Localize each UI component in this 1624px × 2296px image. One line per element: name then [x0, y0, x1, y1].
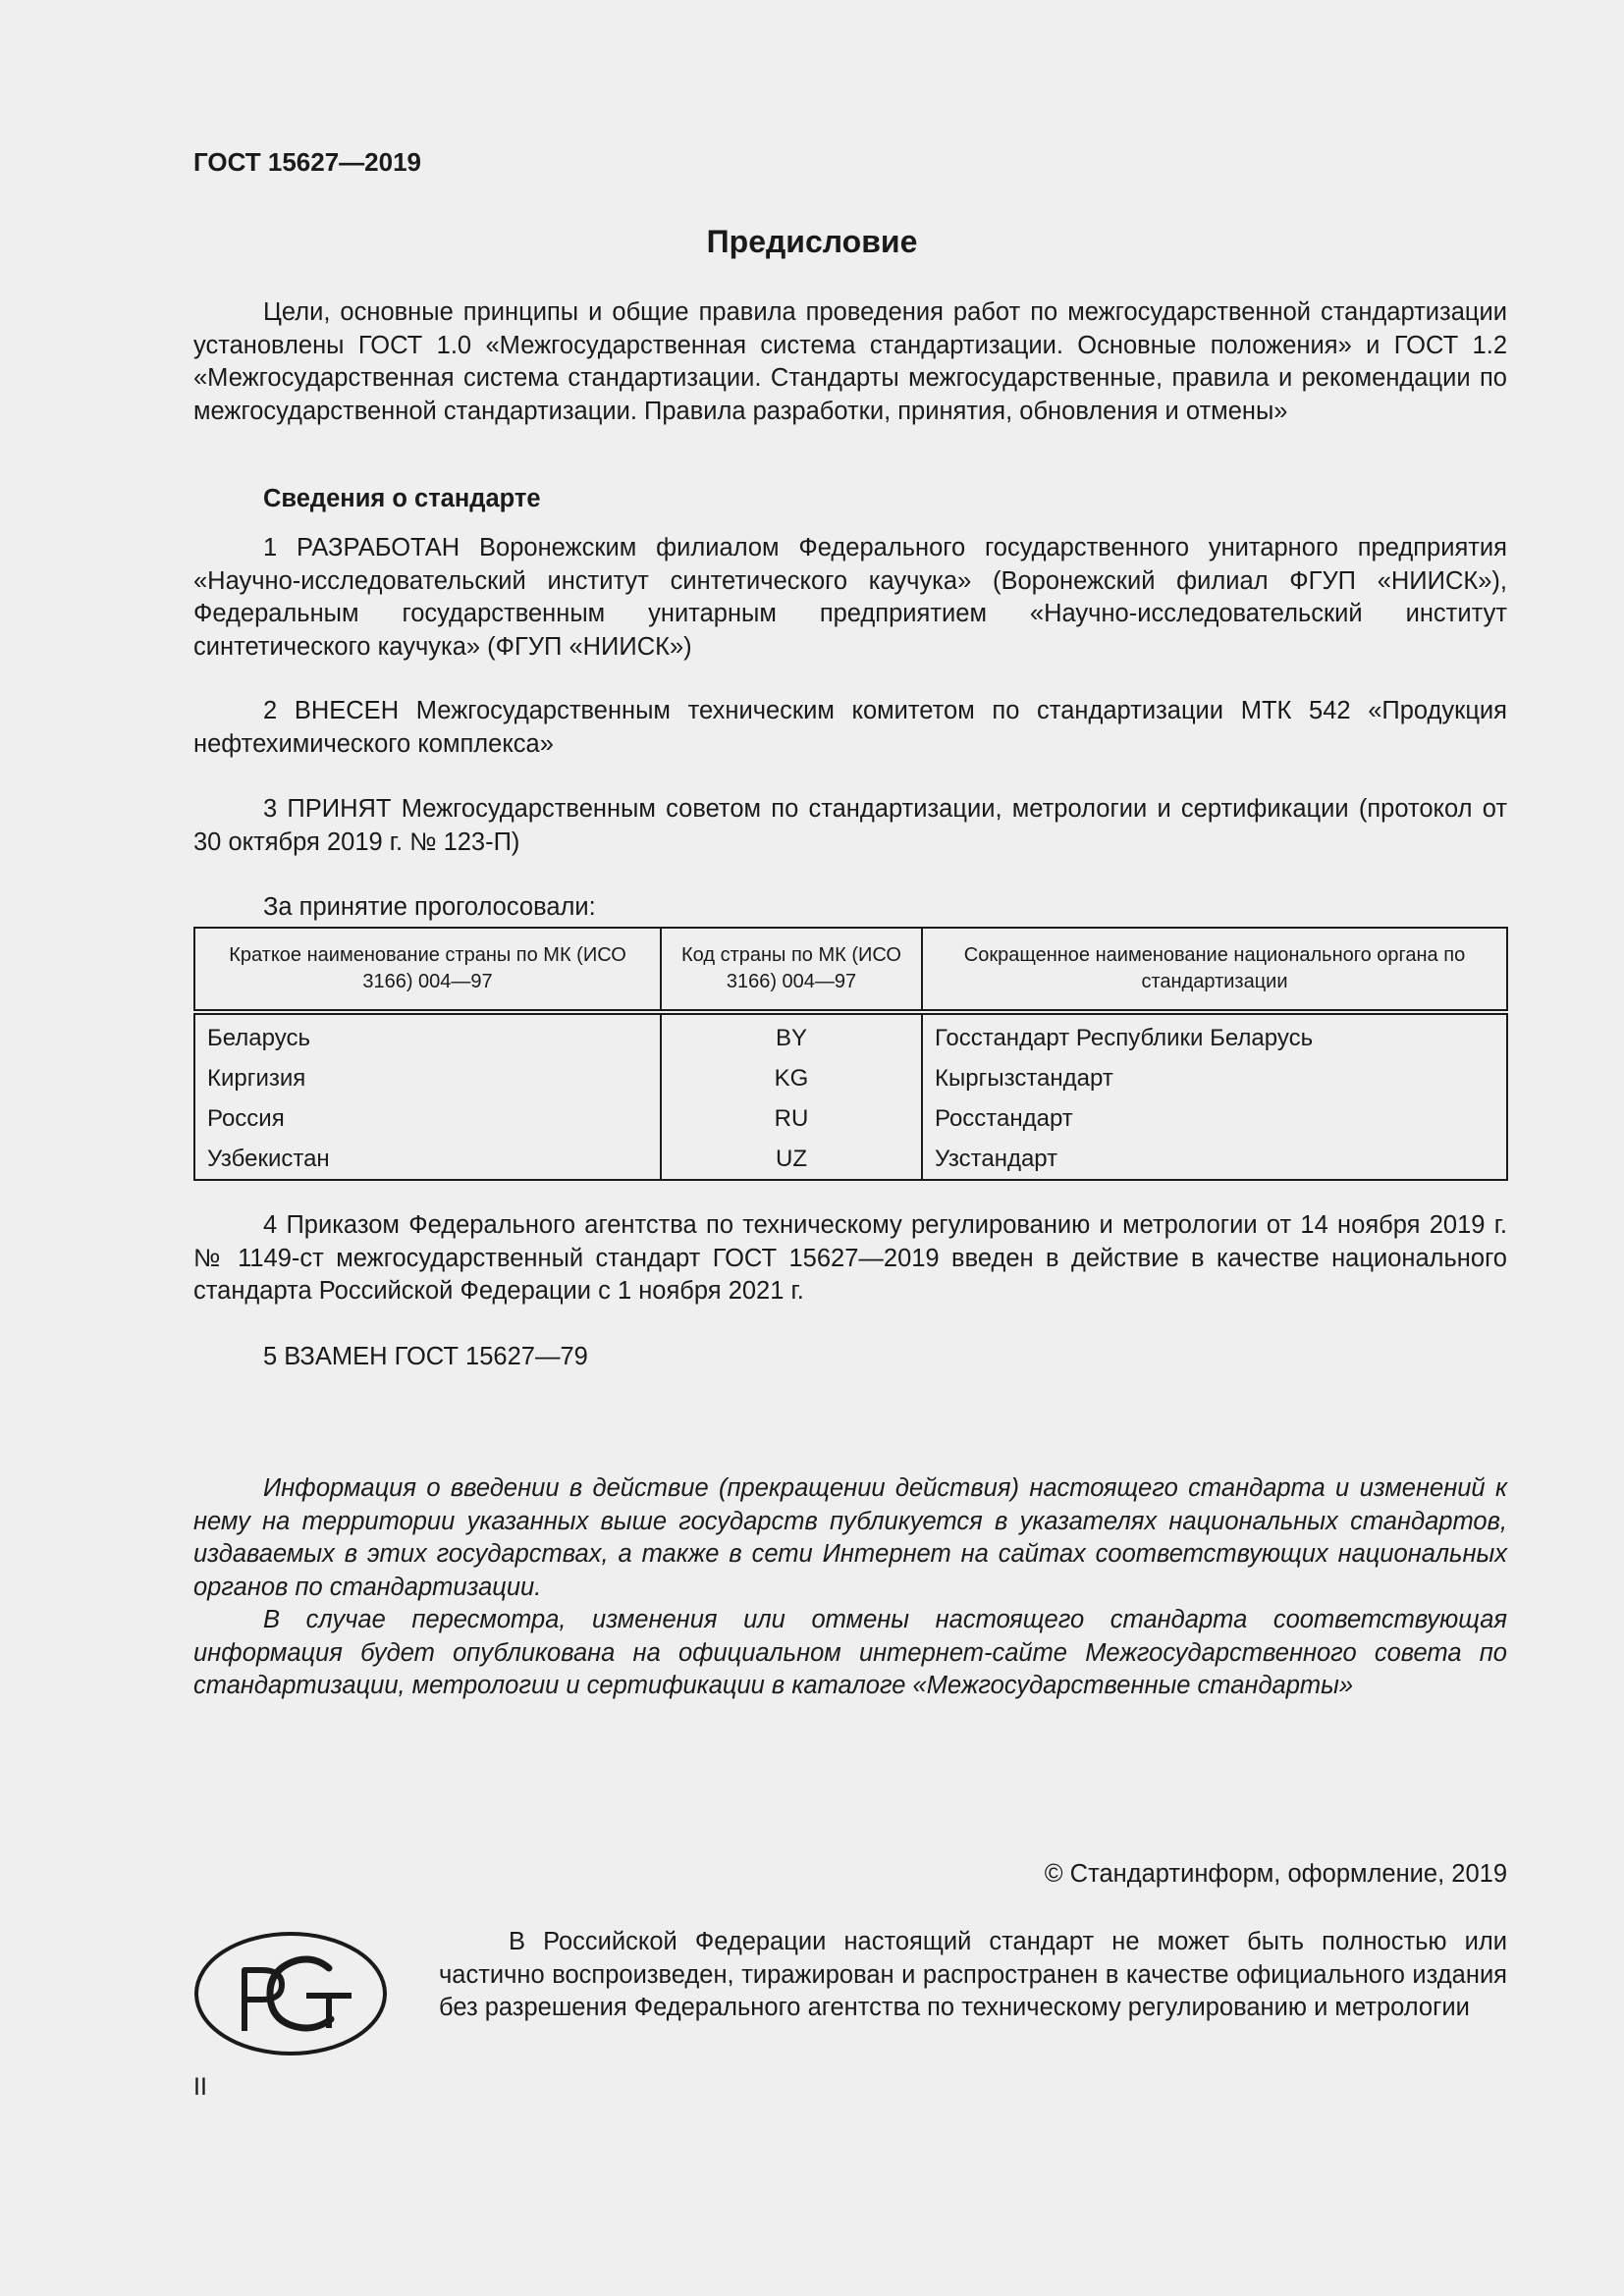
country-code: BY	[661, 1012, 922, 1058]
copyright-line: © Стандартинформ, оформление, 2019	[1044, 1860, 1507, 1888]
item-developed: 1 РАЗРАБОТАН Воронежским филиалом Федерального государственного унитарного предприятия «Научно-исследовательский институт синтетического каучука» (Воронежский филиал ФГУП «НИИСК»), Федеральным государственным унитарным предприятием «Научно-исследовательский институт синтетического каучука» (ФГУП «НИИСК»)	[193, 534, 1507, 661]
item-order: 4 Приказом Федерального агентства по техническому регулированию и метрологии от 14 ноября 2019 г. № 1149-ст межгосударственный стандарт ГОСТ 15627—2019 введен в действие в качестве национального стандарта Российской Федерации с 1 ноября 2021 г.	[193, 1211, 1507, 1305]
page-title: Предисловие	[706, 224, 918, 259]
table-row	[194, 1012, 1507, 1058]
standard-code: ГОСТ 15627—2019	[193, 147, 421, 177]
page-number: II	[193, 2073, 207, 2101]
national-body: Госстандарт Республики Беларусь	[922, 1012, 1507, 1058]
info-note-publication: Информация о введении в действие (прекращении действия) настоящего стандарта и изменений к нему на территории указанных выше государств публикуется в указателях национальных стандартов, издаваемых в этих государствах, а также в сети Интернет на сайтах соответствующих национальных органов по стандартизации.	[193, 1474, 1507, 1601]
intro-paragraph: Цели, основные принципы и общие правила проведения работ по межгосударственной стандартизации установлены ГОСТ 1.0 «Межгосударственная система стандартизации. Основные положения» и ГОСТ 1.2 «Межгосударственная система стандартизации. Стандарты межгосударственные, правила и рекомендации по межгосударственной стандартизации. Правила разработки, принятия, обновления и отмены»	[193, 298, 1507, 425]
country-name: Россия	[194, 1098, 661, 1139]
item-replaces: 5 ВЗАМЕН ГОСТ 15627—79	[263, 1343, 588, 1370]
national-body: Росстандарт	[922, 1098, 1507, 1139]
info-note-revision: В случае пересмотра, изменения или отмены настоящего стандарта соответствующая информация будет опубликована на официальном интернет-сайте Межгосударственного совета по стандартизации, метрологии и сертификации в каталоге «Межгосударственные стандарты»	[193, 1606, 1507, 1699]
country-name: Беларусь	[194, 1012, 661, 1058]
table-row	[194, 1139, 1507, 1180]
vote-table-header-row	[194, 928, 1507, 1012]
national-body: Кыргызстандарт	[922, 1058, 1507, 1098]
reproduction-notice: В Российской Федерации настоящий стандарт не может быть полностью или частично воспроизведен, тиражирован и распространен в качестве официального издания без разрешения Федерального агентства по техническому регулированию и метрологии	[439, 1928, 1507, 2021]
voted-label: За принятие проголосовали:	[263, 893, 596, 921]
country-code: UZ	[661, 1139, 922, 1180]
country-code: KG	[661, 1058, 922, 1098]
table-row	[194, 1058, 1507, 1098]
national-body: Узстандарт	[922, 1139, 1507, 1180]
rst-logo-icon	[193, 1931, 388, 2056]
country-name: Киргизия	[194, 1058, 661, 1098]
country-code: RU	[661, 1098, 922, 1139]
item-introduced: 2 ВНЕСЕН Межгосударственным техническим комитетом по стандартизации МТК 542 «Продукция нефтехимического комплекса»	[193, 697, 1507, 758]
header-country-name: Краткое наименование страны по МК (ИСО 3166) 004—97	[194, 928, 661, 1012]
table-row	[194, 1098, 1507, 1139]
header-national-body: Сокращенное наименование национального органа по стандартизации	[922, 928, 1507, 1012]
info-heading: Сведения о стандарте	[263, 485, 541, 512]
vote-table	[193, 927, 1508, 1181]
country-name: Узбекистан	[194, 1139, 661, 1180]
item-adopted: 3 ПРИНЯТ Межгосударственным советом по стандартизации, метрологии и сертификации (протокол от 30 октября 2019 г. № 123-П)	[193, 795, 1507, 856]
header-country-code: Код страны по МК (ИСО 3166) 004—97	[661, 928, 922, 1012]
